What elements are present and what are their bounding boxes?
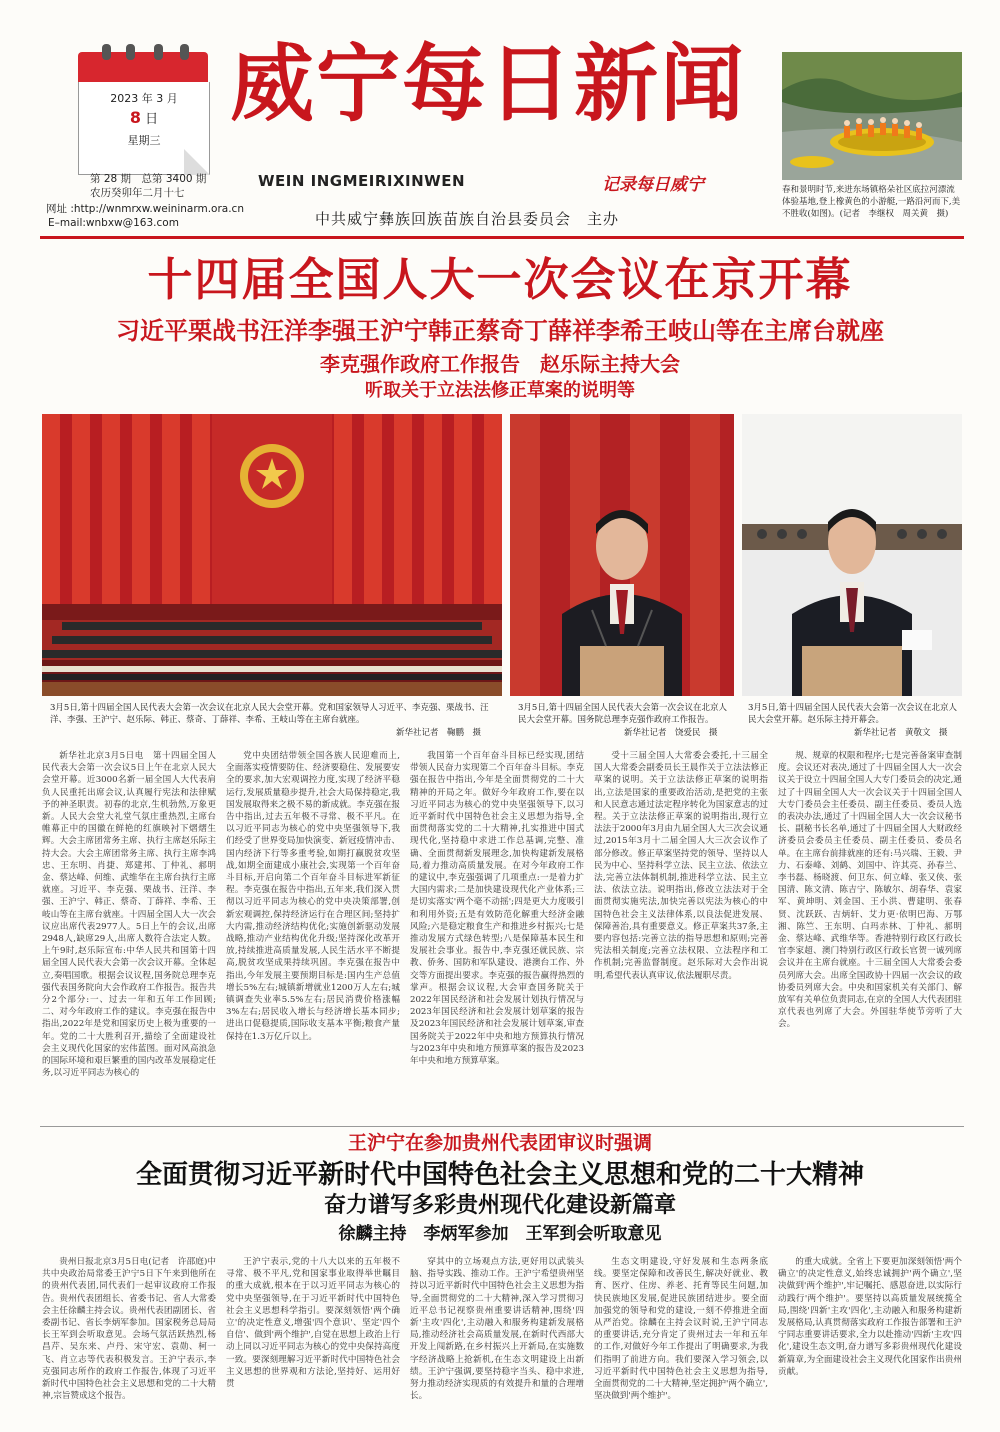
lead-headline: 十四届全国人大一次会议在京开幕 (147, 253, 853, 306)
second-column-5-text: 的重大成就。全省上下要更加深刻领悟'两个确立'的决定性意义,始终忠诚拥护'两个确立',坚决做到'两个维护',牢记嘱托、感恩奋进,以实际行动践行'两个维护'。要坚持以高质量发展统揽全局,围绕'四新'主攻'四化',主动融入和服务构建新发展格局,认真贯彻落实政府工作报告部署和王沪宁同志重要讲话要求,全力以赴推动'四新'主攻'四化',建设生态文明,奋力谱写多彩贵州现代化建设新篇章,为全面建设社会主义现代化国家作出贵州贡献。 (778, 1257, 962, 1377)
newspaper-title: 威宁每日新闻 (230, 34, 747, 133)
chair-presiding-photo (742, 414, 962, 696)
calendar-year-month: 2023 年 3 月 (110, 92, 178, 105)
lead-column-3 (410, 750, 584, 1122)
lead-column-1 (42, 750, 216, 1122)
second-column-4 (594, 1256, 768, 1426)
lunar-date: 农历癸卯年二月十七 (90, 187, 185, 199)
lead-subheadline-3: 听取关于立法法修正草案的说明等 (365, 380, 635, 401)
second-subheadline: 奋力谱写多彩贵州现代化建设新篇章 (323, 1192, 676, 1218)
newspaper-slogan: 记录每日威宁 (602, 175, 704, 195)
premier-speech-caption: 3月5日,第十四届全国人民代表大会第一次会议在北京人民大会堂开幕。国务院总理李克强作政府工作报告。 (518, 703, 728, 725)
lead-column-4 (594, 750, 768, 1122)
lead-column-1-text: 新华社北京3月5日电 第十四届全国人民代表大会第一次会议5日上午在北京人民大会堂开幕。近3000名新一届全国人大代表肩负人民重托出席会议,认真履行宪法和法律赋予的神圣职责。初春的北京,生机勃然,万象更新。人民大会堂大礼堂气氛庄重热烈,主席台帷幕正中的国徽在鲜艳的红旗映衬下熠熠生辉。大会主席团常务主席、执行主席赵乐际主持大会。大会主席团常务主席、执行主席李鸿忠、王东明、肖捷、郑建邦、丁仲礼、郝明金、蔡达峰、何维、武维华在主席台执行主席就座。习近平、李克强、栗战书、汪洋、李强、王沪宁、韩正、蔡奇、丁薛祥、李希、王岐山等在主席台就座。十四届全国人大一次会议应出席代表2977人。5日上午的会议,出席2948人,缺席29人,出席人数符合法定人数。上午9时,赵乐际宣布:中华人民共和国第十四届全国人民代表大会第一次会议开幕。全体起立,奏唱国歌。根据会议议程,国务院总理李克强代表国务院向大会作政府工作报告。报告共分2个部分:一、过去一年和五年工作回顾;二、对今年政府工作的建议。李克强在报告中指出,2022年是党和国家历史上极为重要的一年。党的二十大胜利召开,描绘了全面建设社会主义现代化国家的宏伟蓝图。面对风高浪急的国际环境和艰巨繁重的国内改革发展稳定任务,以习近平同志为核心的 (42, 751, 216, 1079)
premier-speech-photo (510, 414, 734, 696)
second-column-3-text: 穿其中的立场观点方法,更好用以武装头脑、指导实践、推动工作。王沪宁希望贵州坚持以习近平新时代中国特色社会主义思想为指导,全面贯彻党的二十大精神,深入学习贯彻习近平总书记视察贵州重要讲话精神,围绕'四新'主攻'四化',主动融入和服务构建新发展格局,推动经济社会高质量发展,在新时代西部大开发上闯新路,在乡村振兴上开新局,在实施数字经济战略上抢新机,在生态文明建设上出新绩。王沪宁强调,要坚持稳字当头、稳中求进,努力推动经济实现质的有效提升和量的合理增长。 (410, 1257, 584, 1402)
issue-number: 第 28 期 总第 3400 期 (90, 173, 207, 185)
lead-column-2 (226, 750, 400, 1122)
newspaper-pinyin: WEIN INGMEIRIXINWEN (258, 172, 466, 190)
assembly-hall-credit: 新华社记者 鞠鹏 摄 (396, 728, 482, 738)
section-divider (40, 1126, 964, 1127)
second-column-4-text: 生态文明建设,守好发展和生态两条底线。要坚定保障和改善民生,解决好就业、教育、医疗、住房、养老、托育等民生问题,加快民族地区发展,促进民族团结进步。要全面加强党的领导和党的建设,一刻不停推进全面从严治党。徐麟在主持会议时说,王沪宁同志的重要讲话,充分肯定了贵州过去一年和五年的工作,对做好今年工作提出了明确要求,为我们指明了前进方向。我们要深入学习领会,以习近平新时代中国特色社会主义思想为指导,全面贯彻党的二十大精神,坚定拥护'两个确立',坚决做到'两个维护'。 (594, 1257, 768, 1402)
calendar-day: 8 (129, 108, 141, 127)
second-column-1 (42, 1256, 216, 1426)
masthead-divider (40, 236, 964, 239)
website-text: 网址 :http://wnmrxw.weininarm.ora.cn (46, 203, 244, 215)
lead-column-3-text: 我国第一个百年奋斗目标已经实现,团结带领人民奋力实现第二个百年奋斗目标。李克强在报告中指出,今年是全面贯彻党的二十大精神的开局之年。做好今年政府工作,要在以习近平同志为核心的党中央坚强领导下,以习近平新时代中国特色社会主义思想为指导,全面贯彻落实党的二十大精神,扎实推进中国式现代化,坚持稳中求进工作总基调,完整、准确、全面贯彻新发展理念,加快构建新发展格局,着力推动高质量发展。在对今年政府工作的建议中,李克强强调了几项重点:一是着力扩大国内需求;二是加快建设现代化产业体系;三是切实落实'两个毫不动摇';四是更大力度吸引和利用外资;五是有效防范化解重大经济金融风险;六是稳定粮食生产和推进乡村振兴;七是推动发展方式绿色转型;八是保障基本民生和发展社会事业。报告中,李克强还就民族、宗教、侨务、国防和军队建设、港澳台工作、外交等方面提出要求。李克强的报告赢得热烈的掌声。根据会议议程,大会审查国务院关于2022年国民经济和社会发展计划执行情况与2023年国民经济和社会发展计划草案的报告及2023年国民经济和社会发展计划草案,审查国务院关于2022年中央和地方预算执行情况与2023年中央和地方预算草案的报告及2023年中央和地方预算草案。 (410, 751, 584, 1067)
calendar-day-unit: 日 (145, 112, 159, 127)
assembly-hall-photo (42, 414, 502, 696)
second-column-2-text: 王沪宁表示,党的十八大以来的五年极不寻常、极不平凡,党和国家事业取得举世瞩目的重大成就,根本在于以习近平同志为核心的党中央坚强领导,在于习近平新时代中国特色社会主义思想科学指引。要深刻领悟'两个确立'的决定性意义,增强'四个意识'、坚定'四个自信'、做到'两个维护',自觉在思想上政治上行动上同以习近平同志为核心的党中央保持高度一致。要深刻理解习近平新时代中国特色社会主义思想的世界观和方法论,坚持好、运用好贯 (226, 1257, 400, 1390)
second-note: 徐麟主持 李炳军参加 王军到会听取意见 (338, 1224, 662, 1244)
lead-column-5-text: 规、规章的权限和程序;七是完善备案审查制度。会议还对表决,通过了十四届全国人大一次会议关于设立十四届全国人大专门委员会的决定,通过了十四届全国人大一次会议关于十四届全国人大专门委员会主任委员、副主任委员、委员人选的表决办法,通过了十四届全国人大一次会议秘书长、副秘书长名单,通过了十四届全国人大财政经济委员会委员主任委员、副主任委员、委员名单。在主席台前排就座的还有:马兴瑞、王毅、尹力、石泰峰、刘鹤、刘国中、许其亮、孙春兰、李书磊、杨晓渡、何卫东、何立峰、张又侠、张国清、陈文清、陈吉宁、陈敏尔、胡春华、袁家军、黄坤明、刘金国、王小洪、曹建明、张春贤、沈跃跃、吉炳轩、艾力更·依明巴海、万鄂湘、陈竺、王东明、白玛赤林、丁仲礼、郝明金、蔡达峰、武维华等。香港特别行政区行政长官李家超、澳门特别行政区行政长官贺一诚列席会议并在主席台就座。十三届全国人大常委会委员列席大会。出席全国政协十四届一次会议的政协委员列席大会。中央和国家机关有关部门、解放军有关单位负责同志,在京的全国人大代表团驻京代表也列席了大会。外国驻华使节旁听了大会。 (778, 751, 962, 1030)
lead-column-4-text: 受十三届全国人大常委会委托,十三届全国人大常委会副委员长王晨作关于立法法修正草案的说明。关于立法法修正草案的说明指出,立法是国家的重要政治活动,是把党的主张和人民意志通过法定程序转化为国家意志的过程。关于立法法修正草案的说明指出,现行立法法于2000年3月由九届全国人大三次会议通过,2015年3月十二届全国人大三次会议作了部分修改。修正草案坚持党的领导、坚持以人民为中心、坚持科学立法、民主立法、依法立法,完善立法体制机制,推进科学立法、民主立法、依法立法。说明指出,修改立法法对于全面贯彻实施宪法,加快完善以宪法为核心的中国特色社会主义法律体系,以良法促进发展、保障善治,具有重要意义。修正草案共37条,主要内容包括:完善立法的指导思想和原则;完善宪法相关制度;完善立法权限、立法程序和工作机制;完善监督制度。赵乐际对大会作出说明,希望代表认真审议,依法履职尽责。 (594, 751, 768, 981)
second-column-5 (778, 1256, 962, 1426)
second-kicker: 王沪宁在参加贵州代表团审议时强调 (347, 1132, 652, 1154)
lead-column-2-text: 党中央团结带领全国各族人民迎难而上,全面落实疫情要防住、经济要稳住、发展要安全的要求,加大宏观调控力度,实现了经济平稳运行,发展质量稳步提升,社会大局保持稳定,我国发展取得来之极不易的新成就。李克强在报告中指出,过去五年极不寻常、极不平凡。在以习近平同志为核心的党中央坚强领导下,我们经受了世界变局加快演变、新冠疫情冲击、国内经济下行等多重考验,如期打赢脱贫攻坚战,如期全面建成小康社会,实现第一个百年奋斗目标,开启向第二个百年奋斗目标进军新征程。李克强在报告中指出,五年来,我们深入贯彻以习近平同志为核心的党中央决策部署,创新宏观调控,保持经济运行在合理区间;坚持扩大内需,推动经济结构优化;实施创新驱动发展战略,推动产业结构优化升级;坚持深化改革开放,持续推进高质量发展,人民生活水平不断提高,脱贫攻坚成果持续巩固。李克强在报告中指出,今年发展主要预期目标是:国内生产总值增长5%左右;城镇新增就业1200万人左右;城镇调查失业率5.5%左右;居民消费价格涨幅3%左右;居民收入增长与经济增长基本同步;进出口促稳提质,国际收支基本平衡;粮食产量保持在1.3万亿斤以上。 (226, 751, 400, 1042)
calendar-graphic (78, 44, 208, 174)
rafting-photo-caption: 春和景明时节,来进东场镇格朵社区底拉河漂流体验基地,登上橡黄色的小游艇,一路沿河而下,美不胜收(如图)。(记者 李继权 周关黄 摄) (782, 185, 961, 219)
issue-info (90, 172, 250, 200)
lead-column-5 (778, 750, 962, 1122)
lead-subheadline-2: 李克强作政府工作报告 赵乐际主持大会 (320, 352, 680, 376)
second-column-2 (226, 1256, 400, 1426)
chair-presiding-caption: 3月5日,第十四届全国人民代表大会第一次会议在北京人民大会堂开幕。赵乐际主持开幕会。 (748, 703, 958, 725)
assembly-hall-caption: 3月5日,第十四届全国人民代表大会第一次会议在北京人民大会堂开幕。党和国家领导人习近平、李克强、栗战书、汪洋、李强、王沪宁、赵乐际、韩正、蔡奇、丁薛祥、李希、王岐山等在主席台就座。 (50, 703, 489, 725)
second-column-1-text: 贵州日报北京3月5日电(记者 许邵庭)中共中央政治局常委王沪宁5日下午来到他所在的贵州代表团,同代表们一起审议政府工作报告。贵州代表团组长、省委书记、省人大常委会主任徐麟主持会议。贵州代表团副团长、省委副书记、省长李炳军参加。国家税务总局局长王军到会听取意见。会场气氛活跃热烈,杨昌芹、吴东来、卢丹、宋守宏、袁勋、柯一飞、肖立志等代表积极发言。王沪宁表示,李克强同志所作的政府工作报告,体现了习近平新时代中国特色社会主义思想和党的二十大精神,宗旨赞成这个报告。 (42, 1257, 216, 1402)
calendar-weekday: 星期三 (127, 134, 161, 147)
second-column-3 (410, 1256, 584, 1426)
second-headline: 全面贯彻习近平新时代中国特色社会主义思想和党的二十大精神 (135, 1160, 864, 1190)
contact-info (46, 202, 286, 230)
lead-subheadline-1: 习近平栗战书汪洋李强王沪宁韩正蔡奇丁薛祥李希王岐山等在主席台就座 (116, 316, 884, 345)
rafting-photo (782, 52, 962, 180)
chair-presiding-credit: 新华社记者 黄敬文 摄 (854, 728, 948, 738)
sponsor-line: 中共威宁彝族回族苗族自治县委员会 主办 (315, 210, 620, 228)
email-text: E–mail:wnbxw@163.com (48, 217, 179, 229)
premier-speech-credit: 新华社记者 饶爱民 摄 (624, 728, 718, 738)
